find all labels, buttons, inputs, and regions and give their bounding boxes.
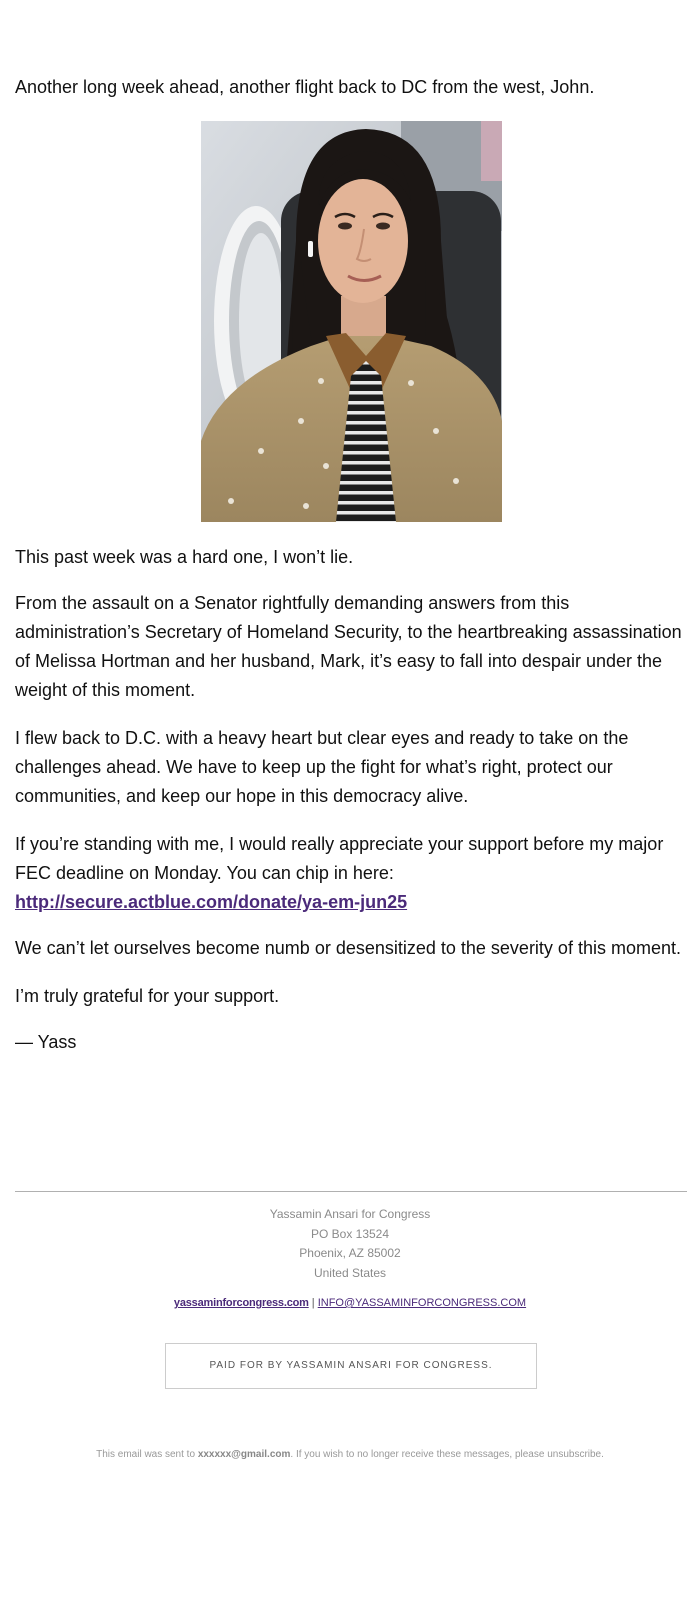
footer-link-separator: | [311,1297,315,1309]
donate-paragraph [15,830,685,917]
footer-country: United States [313,1266,387,1280]
closing-paragraph-2: I’m truly grateful for your support. [15,986,280,1006]
candidate-photo [201,121,502,522]
closing-paragraph-1: We can’t let ourselves become numb or desensitized to the severity of this moment. [15,938,681,958]
unsubscribe-suffix[interactable]: . If you wish to no longer receive these messages, please unsubscribe. [290,1449,604,1460]
footer-org: Yassamin Ansari for Congress [269,1207,431,1221]
candidate-photo-image [201,121,502,522]
paid-for-disclaimer: PAID FOR BY YASSAMIN ANSARI FOR CONGRESS. [165,1343,537,1389]
donate-link[interactable]: http://secure.actblue.com/donate/ya-em-jun25 [15,892,408,912]
donate-text: If you’re standing with me, I would really appreciate your support before my major FEC deadline on Monday. You can chip in here: [15,834,664,883]
body-paragraph-3: I flew back to D.C. with a heavy heart but clear eyes and ready to take on the challenges ahead. We have to keep up the fight for what’s right, protect our communities, and keep our hope in this democracy alive. [15,728,629,806]
body-paragraph-1: This past week was a hard one, I won’t lie. [15,547,354,567]
recipient-email: xxxxxx@gmail.com [197,1449,291,1460]
website-link[interactable]: yassaminforcongress.com [173,1297,309,1309]
unsubscribe-prefix: This email was sent to [96,1449,198,1460]
footer-po-box: PO Box 13524 [310,1227,390,1241]
body-paragraph-2: From the assault on a Senator rightfully demanding answers from this administration’s Secretary of Homeland Security, to the heartbreaking assassination of Melissa Hortman and her husband, Mark, it’s easy to fall into despair under the weight of this moment. [15,593,682,700]
contact-email-link[interactable]: INFO@YASSAMINFORCONGRESS.COM [317,1297,527,1309]
signature: — Yass [15,1032,77,1052]
greeting-text: Another long week ahead, another flight back to DC from the west, John. [15,77,595,97]
unsubscribe-notice [0,1449,700,1460]
footer-divider [15,1191,687,1192]
footer-city: Phoenix, AZ 85002 [299,1246,401,1260]
footer-links [0,1297,700,1309]
